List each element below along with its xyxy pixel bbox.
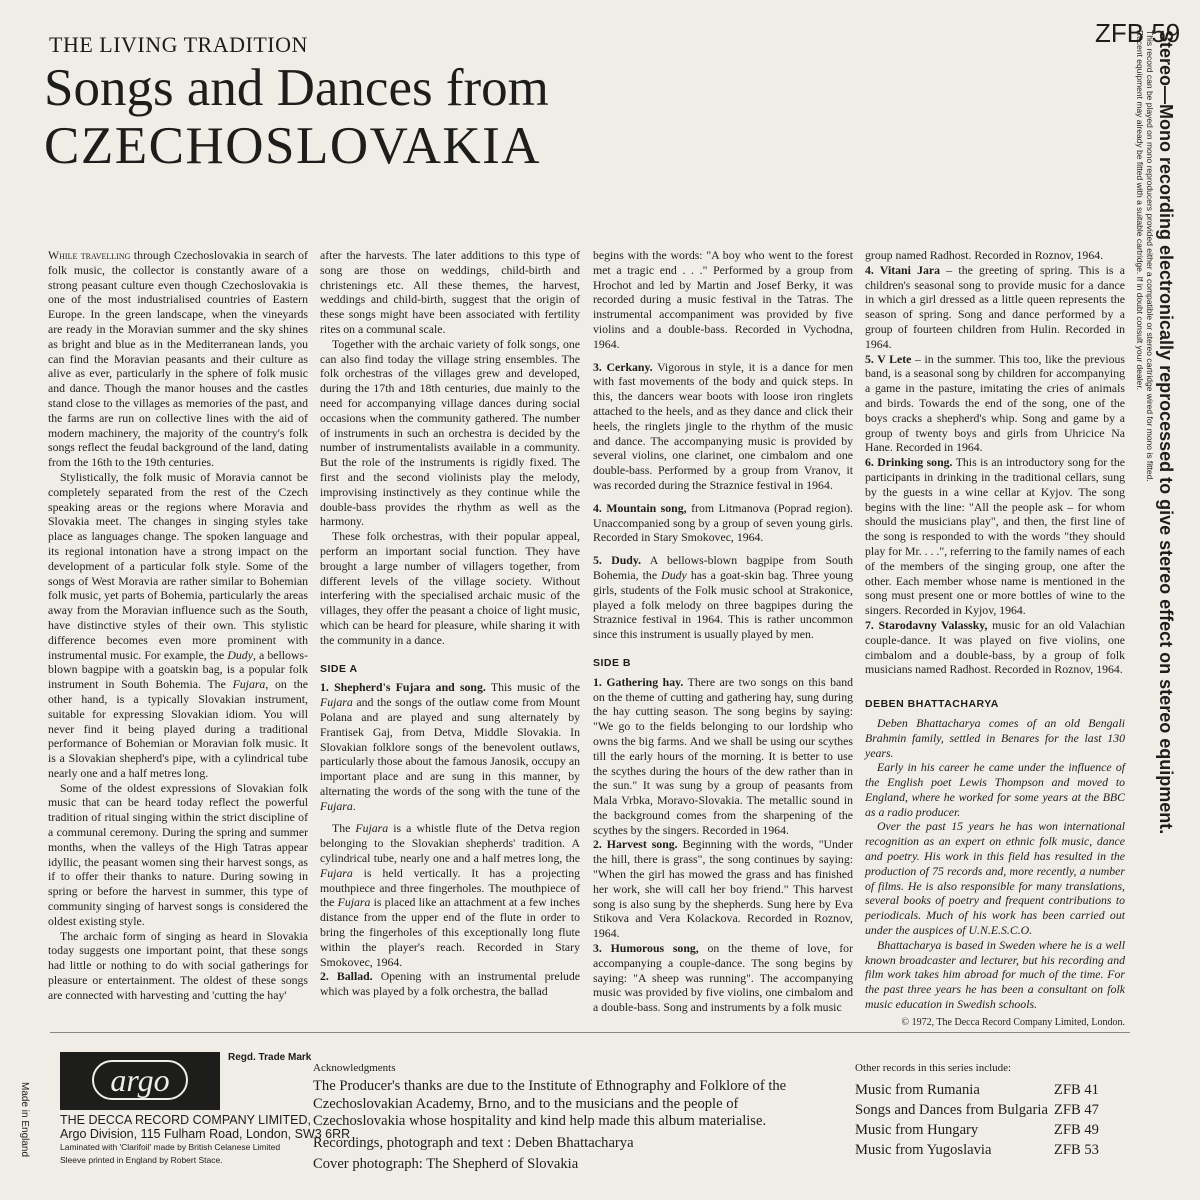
list-item (855, 1120, 1099, 1140)
laminate-note: Laminated with 'Clarifoil' made by British Celanese Limited (60, 1142, 281, 1152)
list-item (855, 1100, 1099, 1120)
publisher-info (60, 1113, 350, 1167)
cover-photo-line: Cover photograph: The Shepherd of Slovakia (313, 1156, 579, 1172)
album-title-line2: CZECHOSLOVAKIA (44, 117, 542, 175)
acknowledgments (313, 1062, 833, 1174)
bio-paragraph-4: Bhattacharya is based in Sweden where he is a well known broadcaster and lecturer, but his recording and film work takes him abroad for much of the time. For the past three years he has been a consultant on folk music education in Swedish schools. (865, 937, 1125, 1012)
series-title: THE LIVING TRADITION (49, 32, 308, 57)
album-title-line1: Songs and Dances from (44, 59, 549, 117)
track-a2: 2. Ballad. Opening with an instrumental prelude which was played by a folk orchestra, the ballad (320, 969, 581, 999)
orchestra-paragraph: Together with the archaic variety of folk songs, one can also find today the village string ensembles. The folk orchestras of the villages grew and developed, during the 17th and 18th centuries, due mainly to the need for accompanying village dances during social occasions when the community gathered. The number of instruments in such an orchestra is decided by the number of instrumentalists available in a community. But the role of the instruments is rigidly fixed. The first and the second violinists play the melody, improvising instinctively as they continue while the double-bass provides the rhythm as well as the harmony. (320, 336, 580, 529)
track-a2-cont: begins with the words: "A boy who went to the forest met a tragic end . . ." Performed by a group from Hrochot and led by Martin and Josef Berky, it was recorded during a music festival in the Tatras. The instrumental accompaniment was provided by five violins and a double-bass. Recorded in Vychodna, 1964. (593, 248, 853, 351)
argo-logo: argo (60, 1052, 220, 1110)
track-a1: 1. Shepherd's Fujara and song. This music of the Fujara and the songs of the outlaw come from Mount Polana and are played and sung alternately by Frantisek Gaj, from Detva, Middle Slovakia. In Slovakian folklore songs of the benevolent outlaws, particularly those about the famous Janosik, occupy an important place and are sung in this manner, by alternating the words of the song with the tune of the Fujara. (320, 680, 580, 813)
stereo-notice-main: Stereo—Mono recording electronically reprocessed to give stereo effect on stereo equipment. (1156, 30, 1176, 835)
company-address: Argo Division, 115 Fulham Road, London, SW3 6RR (60, 1127, 351, 1141)
record-number: ZFB 47 (1053, 1102, 1099, 1118)
trade-mark-note: Regd. Trade Mark (228, 1052, 312, 1063)
record-number: ZFB 49 (1053, 1122, 1099, 1138)
record-title: Songs and Dances from Bulgaria (855, 1102, 1048, 1118)
track-b5: 5. V Lete – in the summer. This too, like the previous band, is a seasonal song by children for accompanying a game in the pasture, imitating the cries of animals and birds. Towards the end of the song, one of the boys cracks a shepherd's whip. Song and game by a group of twenty boys and girls from Uhricice Na Hane. Recorded in 1964. (865, 351, 1125, 455)
track-b6: 6. Drinking song. This is an introductory song for the participants in drinking in the traditional cellars, sung by the guests in a wine cellar at Kyjov. The song begins with the line: "All the people ask – for whom should the musicians play", and then, the first line of the song is responded to with the words "they should play for Mr. . . .", referring to the family names of each of the members of the singing group, one after the other. Each member whose name is mentioned in the song must present one or more bottles of wine to the singers. Recorded in Kyjov, 1964. (865, 455, 1125, 618)
made-in-england: Made in England (19, 1082, 30, 1158)
side-b-heading: SIDE B (593, 656, 632, 669)
stereo-mono-notice (1135, 30, 1176, 1200)
track-b7: 7. Starodavny Valassky, music for an old Valachian couple-dance. It was played on five violins, one cimbalom and a double-bass, by a group of folk musicians named Radhost. Recorded in Roznov, 1964. (865, 617, 1125, 677)
archaic-paragraph: The archaic form of singing as heard in Slovakia today suggests one important point, that these songs had little or nothing to do with social gatherings for pleasure or entertainment. The oldest of these songs are connected with harvesting and 'cutting the hay' (48, 928, 308, 1002)
notes-column-4 (865, 248, 1125, 1031)
bio-heading: DEBEN BHATTACHARYA (865, 698, 999, 711)
other-records (855, 1062, 1155, 1160)
notes-column-1 (48, 248, 308, 1003)
record-title: Music from Yugoslavia (855, 1142, 992, 1158)
track-b3-cont: group named Radhost. Recorded in Roznov, 1964. (865, 248, 1104, 262)
bio-paragraph-1: Deben Bhattacharya comes of an old Bengali Brahmin family, settled in Benares for the last 130 years. (865, 715, 1125, 760)
company-name: THE DECCA RECORD COMPANY LIMITED, (60, 1113, 311, 1127)
sleeve-printer: Sleeve printed in England by Robert Stace. (60, 1155, 223, 1165)
bio-paragraph-2: Early in his career he came under the influence of the English poet Lewis Thompson and moved to England, where he worked for some years at the BBC as a radio producer. (865, 760, 1125, 819)
ack-heading: Acknowledgments (313, 1062, 396, 1074)
record-number: ZFB 53 (1053, 1142, 1099, 1158)
stereo-notice-small-2: Recent equipment may already be fitted with a suitable cartridge. If in doubt consult your dealer. (1135, 30, 1145, 391)
stereo-notice-small-1: This record can be played on mono reproducers provided either a compatible or stereo cartridge wired for mono is fitted. (1145, 30, 1155, 482)
list-item (855, 1140, 1099, 1160)
footer-divider (50, 1032, 1130, 1033)
track-a3: 3. Cerkany. Vigorous in style, it is a dance for men with fast movements of the body and quick steps. In this, the dancers wear boots with loose iron ringlets attached to the heels, and as they dance and click their heels, the ringlets jingle to the rhythm of the music and dance. The accompanying music is provided by several violins, one clarinet, one cimbalom and one double-bass. Performed by a group from Vranov, it was recorded during the Straznice festival in 1964. (593, 359, 853, 492)
track-a1-fujara: The Fujara is a whistle flute of the Detva region belonging to the Slovakian shepherds' tradition. A cylindrical tube, nearly one and a half metres long, the Fujara is held vertically. It has a projecting mouthpiece and three fingerholes. The mouthpiece of the Fujara is placed like an attachment at a few inches distance from the upper end of the flute in order to bring the fingerholes of this exceptionally long flute within the player's reach. Recorded in Stary Smokovec, 1964. (320, 821, 580, 969)
track-b3: 3. Humorous song, on the theme of love, for accompanying a couple-dance. The song begins by saying: "A sheep was running". The accompanying music was provided by five violins, one cimbalom and a double-bass. Song and instruments by a folk music (593, 941, 853, 1015)
ack-body: The Producer's thanks are due to the Institute of Ethnography and Folklore of the Czechoslovakian Academy, Brno, and to the musicians and the people of Czechoslovakia whose hospitality and kind help made this album materialise. (313, 1078, 787, 1129)
copyright: © 1972, The Decca Record Company Limited, London. (901, 1016, 1125, 1028)
track-a4: 4. Mountain song, from Litmanova (Poprad region). Unaccompanied song by a group of seven young girls. Recorded in Stary Smokovec, 1964. (593, 500, 853, 545)
record-number: ZFB 41 (1053, 1082, 1099, 1098)
record-title: Music from Rumania (855, 1082, 980, 1098)
other-records-list (855, 1080, 1099, 1160)
track-b1: 1. Gathering hay. There are two songs on this band on the theme of cutting and gathering hay, sung during the hay cutting season. The song begins by saying: "We go to the fields belonging to our lordship who owns the big farms. And we shall be using our scythes till the early hours of the morning. It is better to use the scythes during the hours of the dew rather than in the sun." It was sung by a group of peasants from Mala Vrbka, Moravo-Slovakia. The metallic sound in the background comes from the sharpening of the scythes by the singers. Recorded in 1964. (593, 674, 853, 837)
track-b4: 4. Vitani Jara – the greeting of spring. This is a children's seasonal song to provide music for a dance in which a girl dressed as a little queen represents the season of spring. Song and dance performed by a group of fourteen children from Hulin. Recorded in 1964. (865, 262, 1125, 351)
notes-column-3 (593, 248, 853, 1015)
record-title: Music from Hungary (855, 1122, 979, 1138)
harvest-paragraph: after the harvests. The later additions to this type of song are those on weddings, child-birth and christenings etc. All these themes, the harvest, weddings and child-birth, suggest that the origin of these songs might have been associated with fertility rites on a communal scale. (320, 248, 580, 336)
ritual-paragraph: Some of the oldest expressions of Slovakian folk music that can be heard today reflect the powerful tradition of ritual singing within the strict discipline of a communal ceremony. During the spring and summer months, when the valleys of the High Tatras appear idyllic, the peasant women sing their harvest songs, as if to offer their thanks to nature. During sowing in spring or before the harvest in summer, this type of community singing of harvest songs is considered the oldest existing style. (48, 780, 308, 928)
track-a5: 5. Dudy. A bellows-blown bagpipe from South Bohemia, the Dudy has a goat-skin bag. Three young girls, students of the Folk music school at Strakonice, played a folk melody on three bagpipes during the Straznice festival in 1964. This is rather uncommon since this instrument is usually played by men. (593, 553, 853, 642)
intro-paragraph: While travelling through Czechoslovakia in search of folk music, the collector is constantly aware of a strong peasant culture even though Czechoslovakia is one of the most industrialised countries of Eastern Europe. In the green landscape, when the vineyards are ready in the Moravian summer and the sky shines as bright and blue as in the Mediterranean lands, you can find the Moravian peasants and their culture as alive as ever, particularly in the sphere of folk music and dance. Though the manor houses and the castles stand close to the villages as memories of the past, and the farms are run on collective lines with the aid of modern machinery, the majority of the country's folk songs reflect the feudal background of the land, dating from the 16th to the 19th centuries. (48, 248, 308, 470)
social-paragraph: These folk orchestras, with their popular appeal, perform an important social function. They have brought a large number of villagers together, from different levels of the village society. Without interfering with the specialised archaic music of the villages, they offer the peasant a choice of light music, which can be heard for pleasure, while sharing it with the community in a dance. (320, 529, 580, 647)
other-records-heading: Other records in this series include: (855, 1062, 1012, 1074)
catalogue-number: ZFB 59 (1095, 18, 1181, 48)
list-item (855, 1080, 1099, 1100)
credits-line: Recordings, photograph and text : Deben Bhattacharya (313, 1134, 634, 1151)
bio-paragraph-3: Over the past 15 years he has won international recognition as an expert on ethnic folk music, dance and poetry. His work in this field has resulted in the production of 75 records and, more recently, a number of films. He is also responsible for many translations, several books of poetry and frequent contributions to periodicals. Much of his work has been carried out under the auspices of U.N.E.S.C.O. (865, 819, 1125, 938)
track-b2: 2. Harvest song. Beginning with the words, "Under the hill, there is grass", the song continues by saying: "When the girl has mowed the grass and has finished her work, she will call her boy friend." This harvest song is also sung by the shepherds. Sung here by Eva Stikova and Vera Kolackova. Recorded in Roznov, 1964. (593, 837, 853, 941)
side-a-heading: SIDE A (320, 662, 358, 675)
style-paragraph: Stylistically, the folk music of Moravia cannot be completely separated from the rest of the Czech speaking areas or the regions where Moravia and Slovakia meet. The changes in singing styles take place as languages change. The spoken language and its regional intonation have a strong impact on the development of a particular folk style. Some of the songs of West Moravia are rather similar to Bohemian folk music, yet parts of Bohemia, particularly the areas away from the Moravian influence such as the South, have distinctive styles of their own. This stylistic difference becomes even more prominent with instrumental music. For example, the Dudy, a bellows-blown bagpipe with a goatskin bag, is a popular folk instrument in South Bohemia. The Fujara, on the other hand, is a typically Slovakian instrument, suitable for expressing Slovakian idiom. You will never find it being played during a traditional performance of Bohemian or Moravian folk music. It is a Slovakian shepherd's pipe, with a cylindrical tube nearly one and a half metres long. (48, 469, 308, 780)
notes-column-2 (320, 248, 580, 999)
